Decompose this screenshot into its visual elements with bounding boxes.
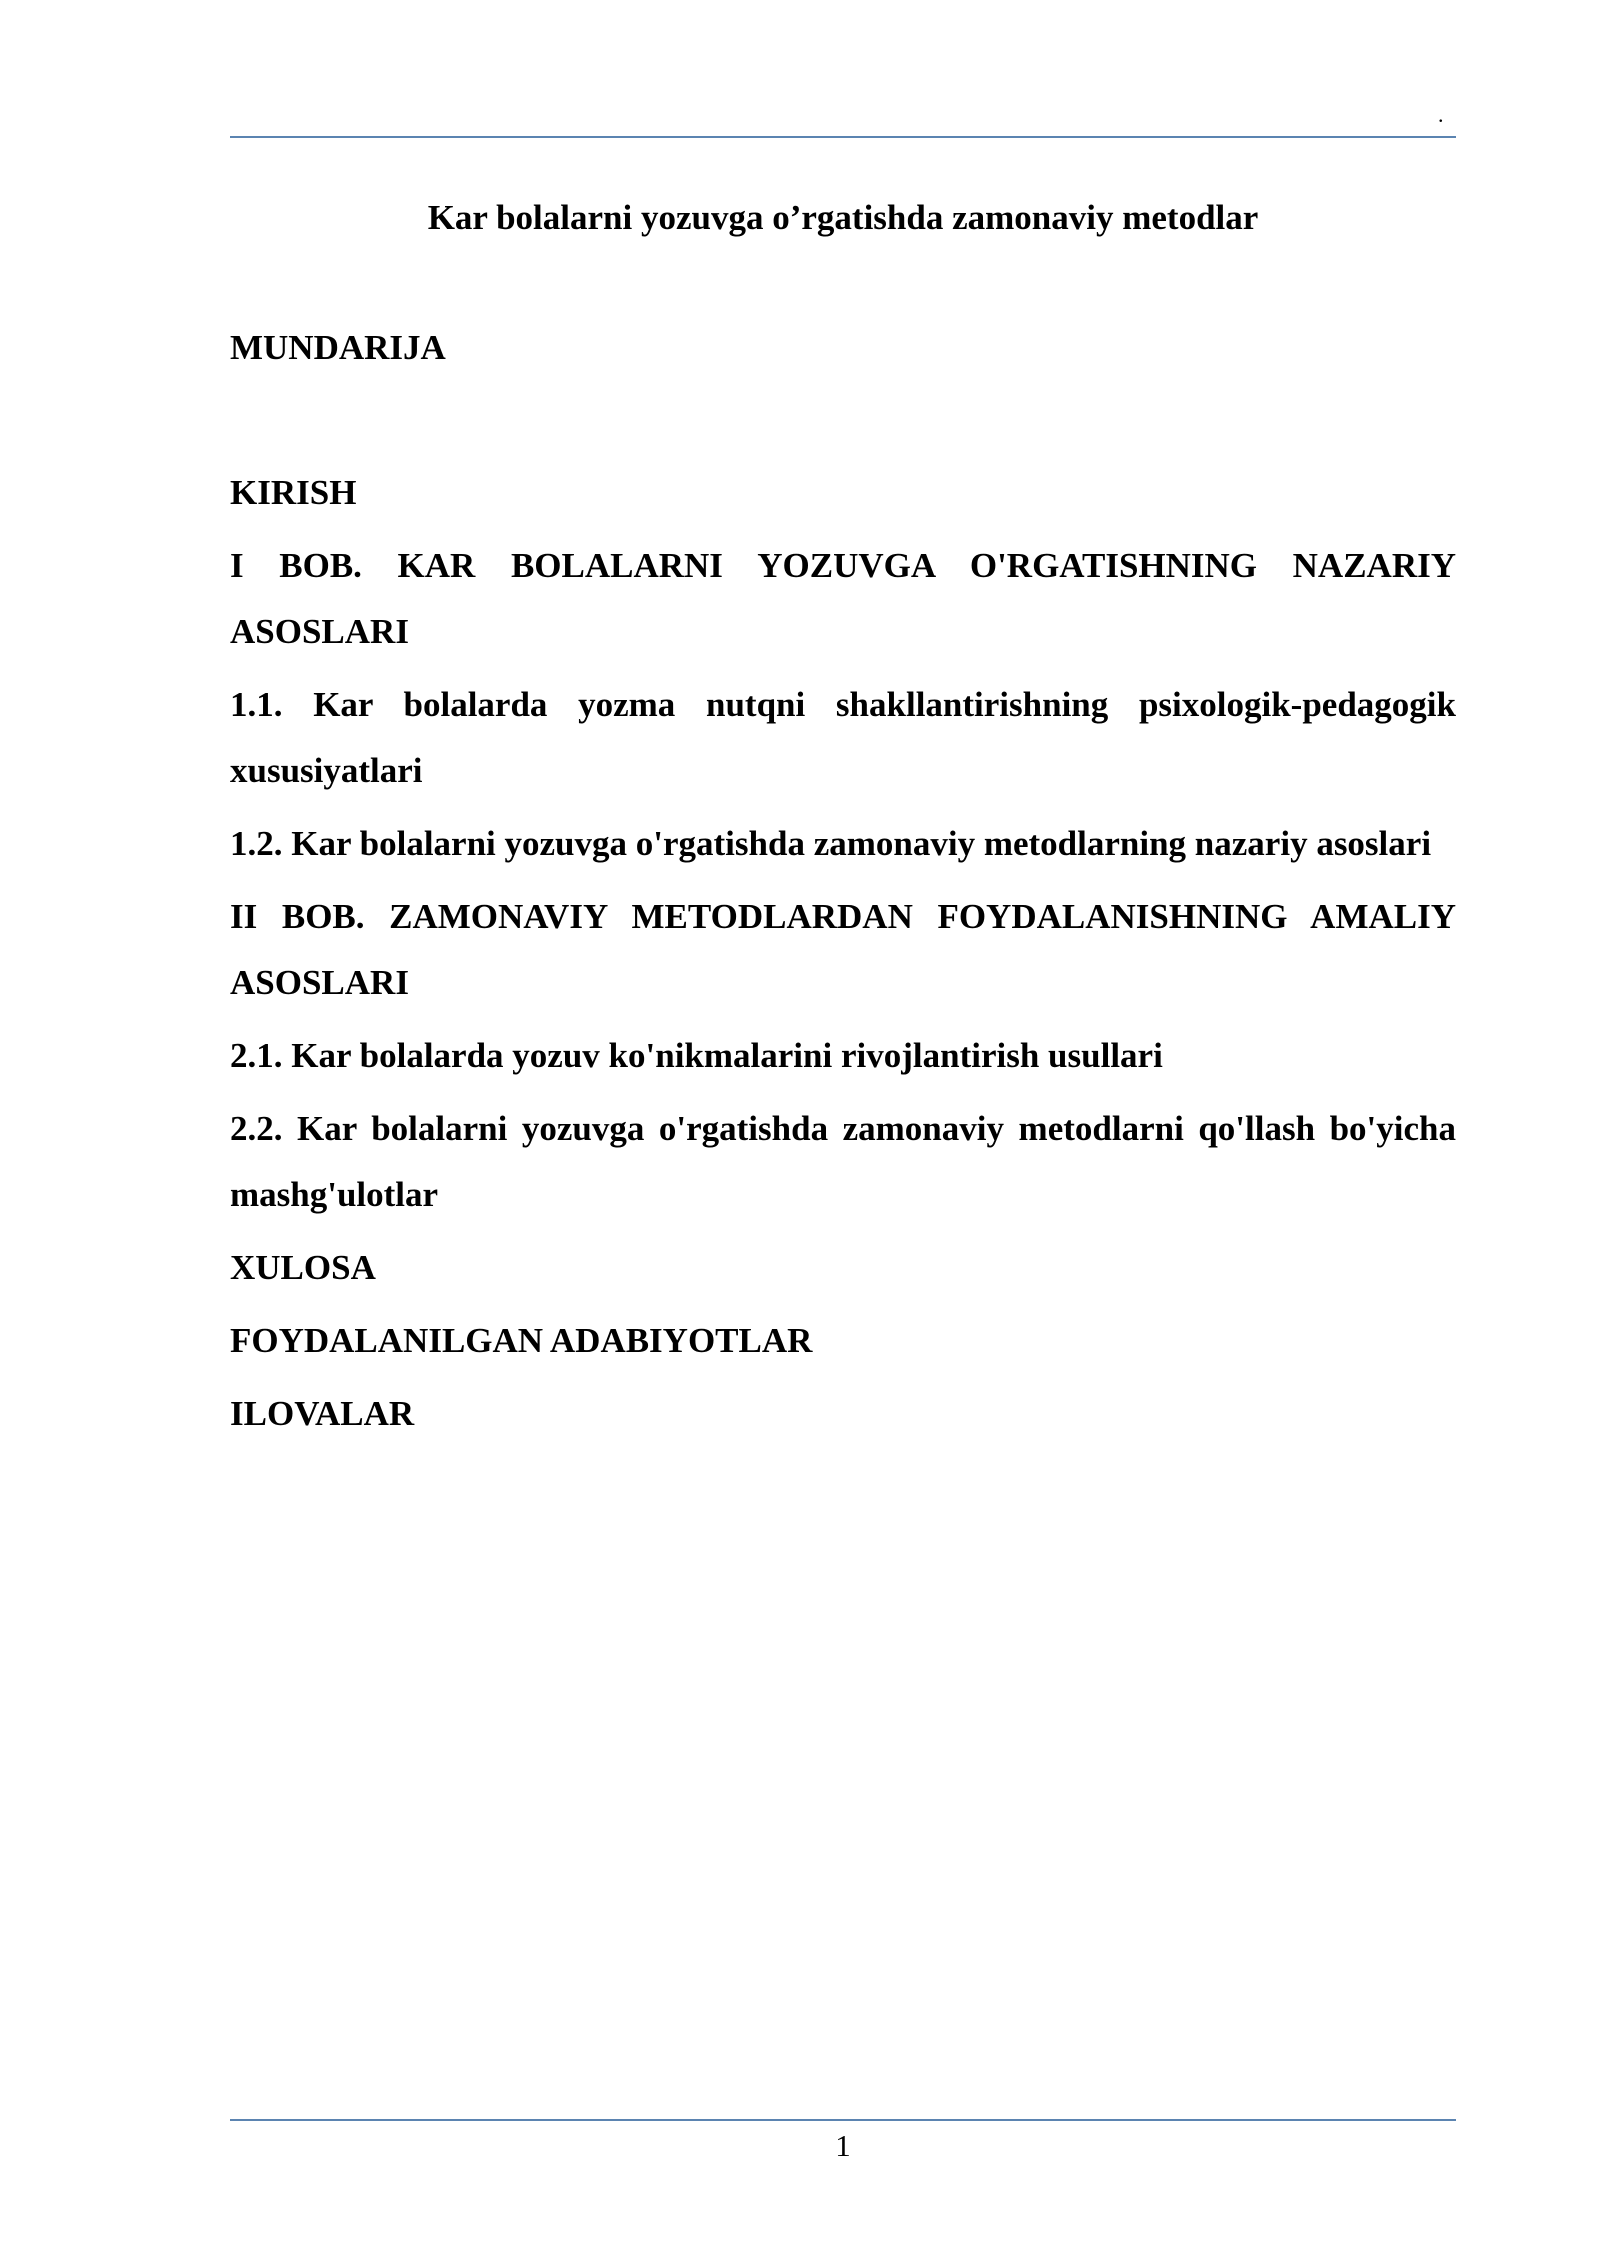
toc-item-ilovalar: ILOVALAR (230, 1394, 415, 1433)
page-number: 1 (835, 2128, 851, 2163)
toc-item-adabiyotlar: FOYDALANILGAN ADABIYOTLAR (230, 1321, 813, 1360)
header-mark: . (1438, 102, 1444, 127)
toc-item-chapter-2: II BOB. ZAMONAVIY METODLARDAN FOYDALANISHNING AMALIY ASOSLARI (230, 897, 1456, 1002)
header-rule (230, 136, 1456, 138)
toc-item-section-1-1: 1.1. Kar bolalarda yozma nutqni shakllantirishning psixologik-pedagogik xususiyatlari (230, 685, 1456, 790)
toc-item-xulosa: XULOSA (230, 1248, 376, 1287)
toc-item-kirish: KIRISH (230, 473, 357, 512)
table-of-contents (230, 460, 1456, 1454)
toc-item-section-1-2: 1.2. Kar bolalarni yozuvga o'rgatishda zamonaviy metodlarning nazariy asoslari (230, 824, 1432, 863)
footer-rule (230, 2119, 1456, 2121)
toc-item-section-2-1: 2.1. Kar bolalarda yozuv ko'nikmalarini rivojlantirish usullari (230, 1036, 1163, 1075)
toc-heading: MUNDARIJA (230, 328, 446, 367)
toc-item-chapter-1: I BOB. KAR BOLALARNI YOZUVGA O'RGATISHNING NAZARIY ASOSLARI (230, 546, 1456, 651)
toc-item-section-2-2: 2.2. Kar bolalarni yozuvga o'rgatishda zamonaviy metodlarni qo'llash bo'yicha mashg'ulotlar (230, 1109, 1456, 1214)
document-title: Kar bolalarni yozuvga o’rgatishda zamonaviy metodlar (427, 198, 1259, 237)
